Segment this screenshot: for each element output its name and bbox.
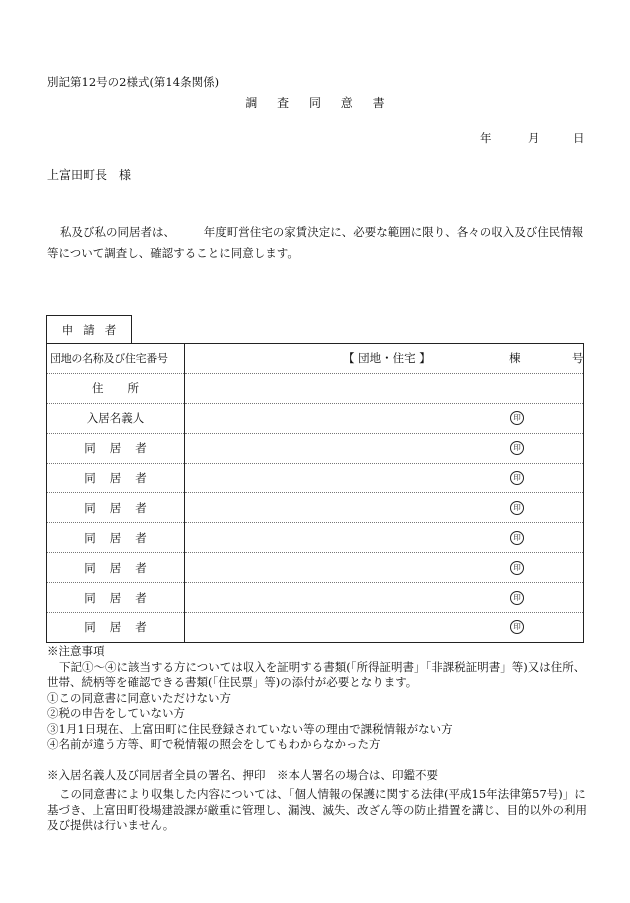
estate-name-field[interactable] — [185, 344, 584, 374]
document-title: 調 査 同 意 書 — [245, 96, 393, 110]
cohabitant-field[interactable] — [185, 493, 584, 523]
notes-intro: 下記①～④に該当する方については収入を証明する書類(「所得証明書」「非課税証明書」等)又は住所、世帯、続柄等を確認できる書類(「住民票」等)の添付が必要となります。 — [47, 659, 586, 689]
form-reference: 別記第12号の2様式(第14条関係) — [47, 75, 220, 89]
notes-section — [47, 644, 592, 753]
date-day-label: 日 — [573, 131, 585, 145]
seal-icon: 印 — [510, 411, 524, 425]
cohabitant-field[interactable] — [185, 583, 584, 613]
table-row — [47, 373, 584, 403]
note-item: ①この同意書に同意いただけない方 — [47, 690, 231, 705]
cohabitant-label: 同居者 — [47, 523, 185, 553]
seal-icon: 印 — [510, 561, 524, 575]
seal-icon: 印 — [510, 620, 524, 634]
cohabitant-field[interactable] — [185, 433, 584, 463]
cohabitant-field[interactable] — [185, 613, 584, 643]
building-label: 棟 — [509, 351, 521, 366]
primary-tenant-label: 入居名義人 — [47, 403, 185, 433]
cohabitant-label: 同居者 — [47, 553, 185, 583]
table-row — [47, 463, 584, 493]
cohabitant-field[interactable] — [185, 523, 584, 553]
cohabitant-label: 同居者 — [47, 613, 185, 643]
privacy-statement: この同意書により収集した内容については、「個人情報の保護に関する法律(平成15年法律第57号)」に基づき、上富田町役場建設課が厳重に管理し、漏洩、滅失、改ざん等の防止措置を講じ、目的以外の利用及び提供は行いません。 — [47, 787, 588, 832]
estate-name-label: 団地の名称及び住宅番号 — [47, 344, 185, 374]
signature-note: ※入居名義人及び同居者全員の署名、押印 ※本人署名の場合は、印鑑不要 — [47, 768, 438, 782]
note-item: ②税の申告をしていない方 — [47, 706, 185, 720]
cohabitant-field[interactable] — [185, 553, 584, 583]
table-row — [47, 493, 584, 523]
address-field[interactable] — [185, 373, 584, 403]
primary-tenant-field[interactable] — [185, 403, 584, 433]
date-year-label: 年 — [480, 131, 492, 145]
table-row — [47, 344, 584, 374]
table-row — [47, 523, 584, 553]
seal-icon: 印 — [510, 471, 524, 485]
applicant-table — [46, 343, 584, 643]
seal-icon: 印 — [510, 441, 524, 455]
notes-heading: ※注意事項 — [47, 644, 105, 658]
note-item: ③1月1日現在、上富田町に住民登録されていない等の理由で課税情報がない方 — [47, 721, 453, 736]
cohabitant-label: 同居者 — [47, 583, 185, 613]
address-label: 住所 — [47, 373, 185, 403]
unit-number-label: 号 — [572, 351, 584, 366]
consent-statement: 私及び私の同居者は、 年度町営住宅の家賃決定に、必要な範囲に限り、各々の収入及び住民情報等について調査し、確認することに同意します。 — [47, 225, 584, 260]
seal-icon: 印 — [510, 531, 524, 545]
addressee: 上富田町長 様 — [47, 168, 132, 182]
date-month-label: 月 — [528, 131, 540, 145]
estate-bracket-label: 【 団地・住宅 】 — [343, 351, 431, 366]
table-row — [47, 583, 584, 613]
table-row — [47, 433, 584, 463]
table-row — [47, 613, 584, 643]
applicant-tab: 申請者 — [46, 315, 132, 343]
cohabitant-label: 同居者 — [47, 493, 185, 523]
cohabitant-label: 同居者 — [47, 463, 185, 493]
cohabitant-label: 同居者 — [47, 433, 185, 463]
seal-icon: 印 — [510, 591, 524, 605]
table-row — [47, 553, 584, 583]
note-item: ④名前が違う方等、町で税情報の照会をしてもわからなかった方 — [47, 737, 381, 751]
table-row — [47, 403, 584, 433]
seal-icon: 印 — [510, 501, 524, 515]
cohabitant-field[interactable] — [185, 463, 584, 493]
